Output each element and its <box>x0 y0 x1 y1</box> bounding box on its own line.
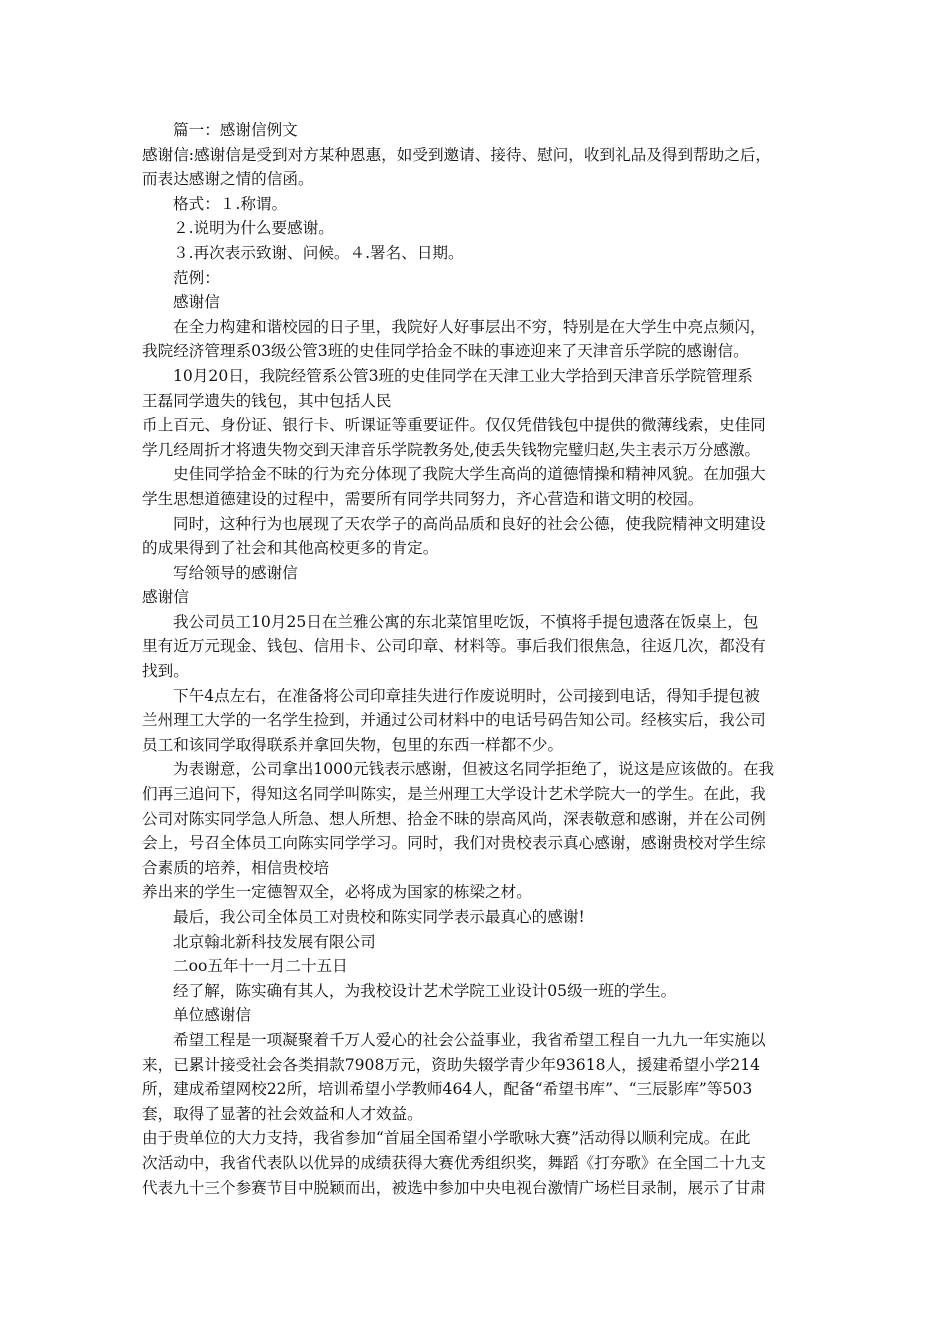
text-line: 次活动中，我省代表队以优异的成绩获得大赛优秀组织奖，舞蹈《打夯歌》在全国二十九支 <box>142 1153 766 1172</box>
text-line: 学生思想道德建设的过程中，需要所有同学共同努力，齐心营造和谐文明的校园。 <box>142 489 704 508</box>
text-line: 在全力构建和谐校园的日子里，我院好人好事层出不穷，特别是在大学生中亮点频闪， <box>173 317 766 336</box>
text-line: 范例： <box>173 268 220 287</box>
text-line: 养出来的学生一定德智双全，必将成为国家的栋梁之材。 <box>142 883 532 902</box>
text-line: 希望工程是一项凝聚着千万人爱心的社会公益事业，我省希望工程自一九九一年实施以 <box>173 1030 766 1049</box>
text-line: 们再三追问下，得知这名同学叫陈实，是兰州理工大学设计艺术学院大一的学生。在此，我 <box>142 785 766 804</box>
text-line: 合素质的培养，相信贵校培 <box>142 858 330 877</box>
text-line: 来，已累计接受社会各类捐款7908万元，资助失辍学青少年93618人，援建希望小学214 <box>142 1055 761 1074</box>
text-line: 我公司员工10月25日在兰雅公寓的东北菜馆里吃饭，不慎将手提包遗落在饭桌上，包 <box>173 612 759 631</box>
text-line: ２.说明为什么要感谢。 <box>173 219 334 238</box>
text-line: 所，建成希望网校22所，培训希望小学教师464人，配备“希望书库”、“三辰影库”等503 <box>142 1080 753 1099</box>
text-line: 学几经周折才将遗失物交到天津音乐学院教务处,使丢失钱物完璧归赵,失主表示万分感激。 <box>142 440 761 459</box>
text-line: 的成果得到了社会和其他高校更多的肯定。 <box>142 539 439 558</box>
text-line: 会上，号召全体员工向陈实同学学习。同时，我们对贵校表示真心感谢，感谢贵校对学生综 <box>142 834 766 853</box>
text-line: 北京翰北新科技发展有限公司 <box>173 932 376 951</box>
text-line: 代表九十三个参赛节目中脱颖而出，被选中参加中央电视台激情广场栏目录制，展示了甘肃 <box>142 1178 766 1197</box>
text-line: 而表达感谢之情的信函。 <box>142 170 314 189</box>
text-line: 套，取得了显著的社会效益和人才效益。 <box>142 1104 423 1123</box>
text-line: 币上百元、身份证、银行卡、听课证等重要证件。仅仅凭借钱包中提供的微薄线索，史佳同 <box>142 416 766 435</box>
text-line: 感谢信:感谢信是受到对方某种恩惠，如受到邀请、接待、慰问，收到礼品及得到帮助之后， <box>142 145 772 164</box>
text-line: 经了解，陈实确有其人，为我校设计艺术学院工业设计05级一班的学生。 <box>173 981 677 1000</box>
text-line: 由于贵单位的大力支持，我省参加“首届全国希望小学歌咏大赛”活动得以顺利完成。在此 <box>142 1129 751 1148</box>
text-line: 里有近万元现金、钱包、信用卡、公司印章、材料等。事后我们很焦急，往返几次，都没有 <box>142 637 766 656</box>
text-line: 格式：１.称谓。 <box>173 194 288 213</box>
text-line: 史佳同学拾金不昧的行为充分体现了我院大学生高尚的道德情操和精神风貌。在加强大 <box>173 465 766 484</box>
text-line: 公司对陈实同学急人所急、想人所想、拾金不昧的崇高风尚，深表敬意和感谢，并在公司例 <box>142 809 766 828</box>
text-line: 篇一：感谢信例文 <box>173 121 298 139</box>
text-line: 单位感谢信 <box>173 1006 251 1025</box>
document-body <box>142 118 814 1200</box>
text-line: 感谢信 <box>173 293 220 312</box>
text-line: 写给领导的感谢信 <box>173 563 298 582</box>
text-line: 为表谢意，公司拿出1000元钱表示感谢，但被这名同学拒绝了，说这是应该做的。在我 <box>173 760 775 779</box>
text-line: 员工和该同学取得联系并拿回失物，包里的东西一样都不少。 <box>142 735 564 754</box>
text-line: ３.再次表示致谢、问候。４.署名、日期。 <box>173 243 464 262</box>
text-line: 感谢信 <box>142 588 189 607</box>
text-line: 我院经济管理系03级公管3班的史佳同学拾金不昧的事迹迎来了天津音乐学院的感谢信。 <box>142 342 749 361</box>
text-line: 二oo五年十一月二十五日 <box>173 957 348 976</box>
text-line: 下午4点左右，在准备将公司印章挂失进行作废说明时，公司接到电话，得知手提包被 <box>173 686 760 705</box>
text-line: 找到。 <box>142 662 189 681</box>
text-line: 同时，这种行为也展现了天农学子的高尚品质和良好的社会公德，使我院精神文明建设 <box>173 514 766 533</box>
text-line: 王磊同学遗失的钱包，其中包括人民 <box>142 391 392 410</box>
text-line: 最后，我公司全体员工对贵校和陈实同学表示最真心的感谢! <box>173 908 585 926</box>
text-line: 10月20日，我院经管系公管3班的史佳同学在天津工业大学拾到天津音乐学院管理系 <box>173 366 753 385</box>
text-line: 兰州理工大学的一名学生捡到，并通过公司材料中的电话号码告知公司。经核实后，我公司 <box>142 711 766 730</box>
